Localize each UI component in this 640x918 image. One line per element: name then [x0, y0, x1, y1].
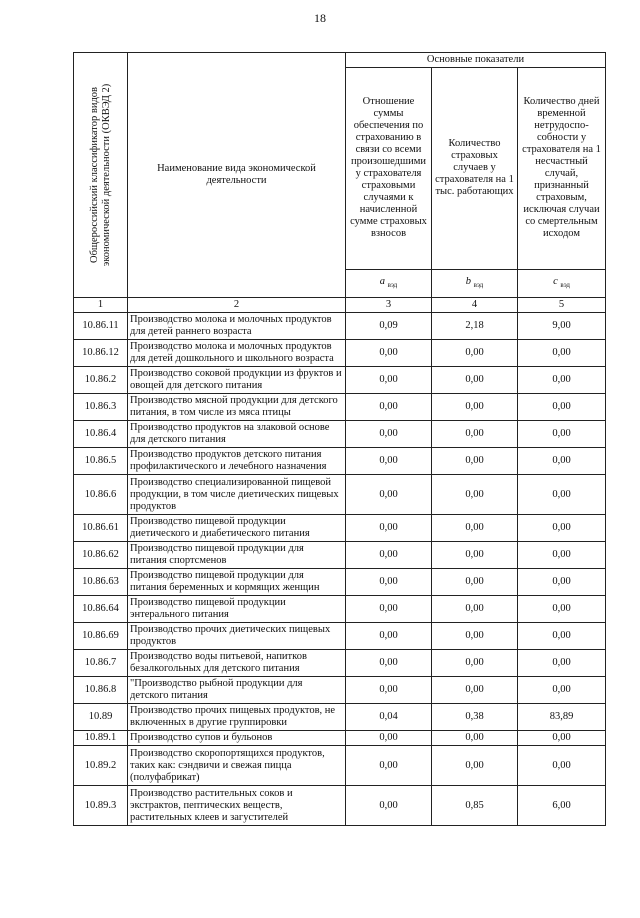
table-row — [74, 569, 606, 596]
value-b: 0,00 — [432, 394, 518, 421]
table-row — [74, 704, 606, 731]
table-row — [74, 340, 606, 367]
header-col-b: Количество страховых случаев у страхователя на 1 тыс. работающих — [432, 68, 518, 270]
table-row — [74, 313, 606, 340]
activity-name: Производство супов и бульонов — [128, 731, 346, 746]
okved-code: 10.89.3 — [74, 786, 128, 826]
header-okved-text: Общероссийский классификатор видов экономической деятельности (ОКВЭД 2) — [88, 83, 112, 267]
value-b: 0,85 — [432, 786, 518, 826]
column-number-row — [74, 298, 606, 313]
value-a: 0,00 — [346, 731, 432, 746]
okved-code: 10.86.64 — [74, 596, 128, 623]
activity-name: Производство прочих диетических пищевых продуктов — [128, 623, 346, 650]
value-a: 0,00 — [346, 394, 432, 421]
okved-code: 10.89 — [74, 704, 128, 731]
okved-code: 10.86.61 — [74, 515, 128, 542]
value-a: 0,00 — [346, 650, 432, 677]
value-b: 0,00 — [432, 475, 518, 515]
value-a: 0,00 — [346, 475, 432, 515]
okved-code: 10.86.6 — [74, 475, 128, 515]
activity-name: Производство пищевой продукции диетического и диабетического питания — [128, 515, 346, 542]
value-c: 0,00 — [518, 623, 606, 650]
value-c: 0,00 — [518, 421, 606, 448]
value-c: 0,00 — [518, 515, 606, 542]
activity-name: Производство продуктов детского питания профилактического и лечебного назначения — [128, 448, 346, 475]
activity-name: Производство молока и молочных продуктов для детей дошкольного и школьного возраста — [128, 340, 346, 367]
table-row — [74, 448, 606, 475]
value-b: 0,38 — [432, 704, 518, 731]
table-row — [74, 515, 606, 542]
activity-name: Производство продуктов на злаковой основе для детского питания — [128, 421, 346, 448]
col-number: 1 — [74, 298, 128, 313]
value-b: 0,00 — [432, 746, 518, 786]
activity-name: Производство растительных соков и экстрактов, пептических веществ, растительных клеев и загустителей — [128, 786, 346, 826]
table-row — [74, 677, 606, 704]
data-table — [73, 52, 606, 826]
header-activity-name: Наименование вида экономической деятельности — [128, 53, 346, 298]
value-c: 0,00 — [518, 569, 606, 596]
value-c: 0,00 — [518, 394, 606, 421]
table-row — [74, 394, 606, 421]
value-a: 0,00 — [346, 786, 432, 826]
okved-code: 10.86.12 — [74, 340, 128, 367]
value-b: 0,00 — [432, 650, 518, 677]
activity-name: Производство пищевой продукции для питания спортсменов — [128, 542, 346, 569]
activity-name: Производство молока и молочных продуктов для детей раннего возраста — [128, 313, 346, 340]
table-row — [74, 623, 606, 650]
okved-code: 10.86.62 — [74, 542, 128, 569]
value-c: 0,00 — [518, 542, 606, 569]
value-b: 0,00 — [432, 542, 518, 569]
table-row — [74, 650, 606, 677]
value-a: 0,00 — [346, 677, 432, 704]
value-a: 0,00 — [346, 746, 432, 786]
value-a: 0,09 — [346, 313, 432, 340]
value-b: 0,00 — [432, 569, 518, 596]
col-number: 2 — [128, 298, 346, 313]
col-number: 3 — [346, 298, 432, 313]
value-b: 0,00 — [432, 448, 518, 475]
table-row — [74, 475, 606, 515]
value-a: 0,00 — [346, 421, 432, 448]
okved-code: 10.86.8 — [74, 677, 128, 704]
value-c: 6,00 — [518, 786, 606, 826]
value-a: 0,00 — [346, 542, 432, 569]
value-c: 0,00 — [518, 650, 606, 677]
value-a: 0,00 — [346, 569, 432, 596]
symbol-a: a $_{вэд}$ — [346, 269, 432, 297]
value-a: 0,00 — [346, 367, 432, 394]
value-a: 0,00 — [346, 340, 432, 367]
table-row — [74, 596, 606, 623]
okved-code: 10.89.2 — [74, 746, 128, 786]
table-row — [74, 367, 606, 394]
okved-code: 10.86.7 — [74, 650, 128, 677]
value-a: 0,00 — [346, 448, 432, 475]
header-col-c: Количество дней временной нетрудоспо-собности у страхователя на 1 несчастный случай, признанный страховым, исключая случаи со смертельным исходом — [518, 68, 606, 270]
activity-name: Производство прочих пищевых продуктов, не включенных в другие группировки — [128, 704, 346, 731]
activity-name: Производство воды питьевой, напитков безалкогольных для детского питания — [128, 650, 346, 677]
okved-code: 10.86.4 — [74, 421, 128, 448]
value-a: 0,00 — [346, 596, 432, 623]
value-b: 2,18 — [432, 313, 518, 340]
value-c: 0,00 — [518, 596, 606, 623]
symbol-c: c $_{вэд}$ — [518, 269, 606, 297]
value-c: 0,00 — [518, 367, 606, 394]
value-c: 0,00 — [518, 475, 606, 515]
value-a: 0,00 — [346, 515, 432, 542]
page-number: 18 — [314, 11, 326, 25]
value-c: 0,00 — [518, 448, 606, 475]
okved-code: 10.86.63 — [74, 569, 128, 596]
okved-code: 10.89.1 — [74, 731, 128, 746]
okved-code: 10.86.69 — [74, 623, 128, 650]
header-main-indicators: Основные показатели — [346, 53, 606, 68]
value-a: 0,04 — [346, 704, 432, 731]
table-row — [74, 746, 606, 786]
table-row — [74, 421, 606, 448]
value-b: 0,00 — [432, 515, 518, 542]
col-number: 4 — [432, 298, 518, 313]
value-b: 0,00 — [432, 340, 518, 367]
value-b: 0,00 — [432, 623, 518, 650]
okved-code: 10.86.11 — [74, 313, 128, 340]
value-a: 0,00 — [346, 623, 432, 650]
table-row — [74, 542, 606, 569]
activity-name: Производство мясной продукции для детского питания, в том числе из мяса птицы — [128, 394, 346, 421]
okved-code: 10.86.5 — [74, 448, 128, 475]
header-okved — [74, 53, 128, 298]
okved-code: 10.86.2 — [74, 367, 128, 394]
table-row — [74, 731, 606, 746]
symbol-b: b $_{вэд}$ — [432, 269, 518, 297]
activity-name: Производство соковой продукции из фруктов и овощей для детского питания — [128, 367, 346, 394]
activity-name: Производство пищевой продукции энтерального питания — [128, 596, 346, 623]
value-b: 0,00 — [432, 421, 518, 448]
activity-name: Производство пищевой продукции для питания беременных и кормящих женщин — [128, 569, 346, 596]
value-b: 0,00 — [432, 677, 518, 704]
value-b: 0,00 — [432, 731, 518, 746]
value-c: 83,89 — [518, 704, 606, 731]
col-number: 5 — [518, 298, 606, 313]
value-b: 0,00 — [432, 367, 518, 394]
value-c: 0,00 — [518, 731, 606, 746]
value-c: 0,00 — [518, 746, 606, 786]
activity-name: "Производство рыбной продукции для детского питания — [128, 677, 346, 704]
activity-name: Производство скоропортящихся продуктов, таких как: сэндвичи и свежая пицца (полуфабрикат) — [128, 746, 346, 786]
header-col-a: Отношение суммы обеспечения по страхованию в связи со всеми произошедшими у страхователя страховыми случаями к начисленной сумме страховых взносов — [346, 68, 432, 270]
value-b: 0,00 — [432, 596, 518, 623]
value-c: 0,00 — [518, 677, 606, 704]
value-c: 0,00 — [518, 340, 606, 367]
okved-code: 10.86.3 — [74, 394, 128, 421]
table-row — [74, 786, 606, 826]
activity-name: Производство специализированной пищевой продукции, в том числе диетических пищевых продуктов — [128, 475, 346, 515]
value-c: 9,00 — [518, 313, 606, 340]
